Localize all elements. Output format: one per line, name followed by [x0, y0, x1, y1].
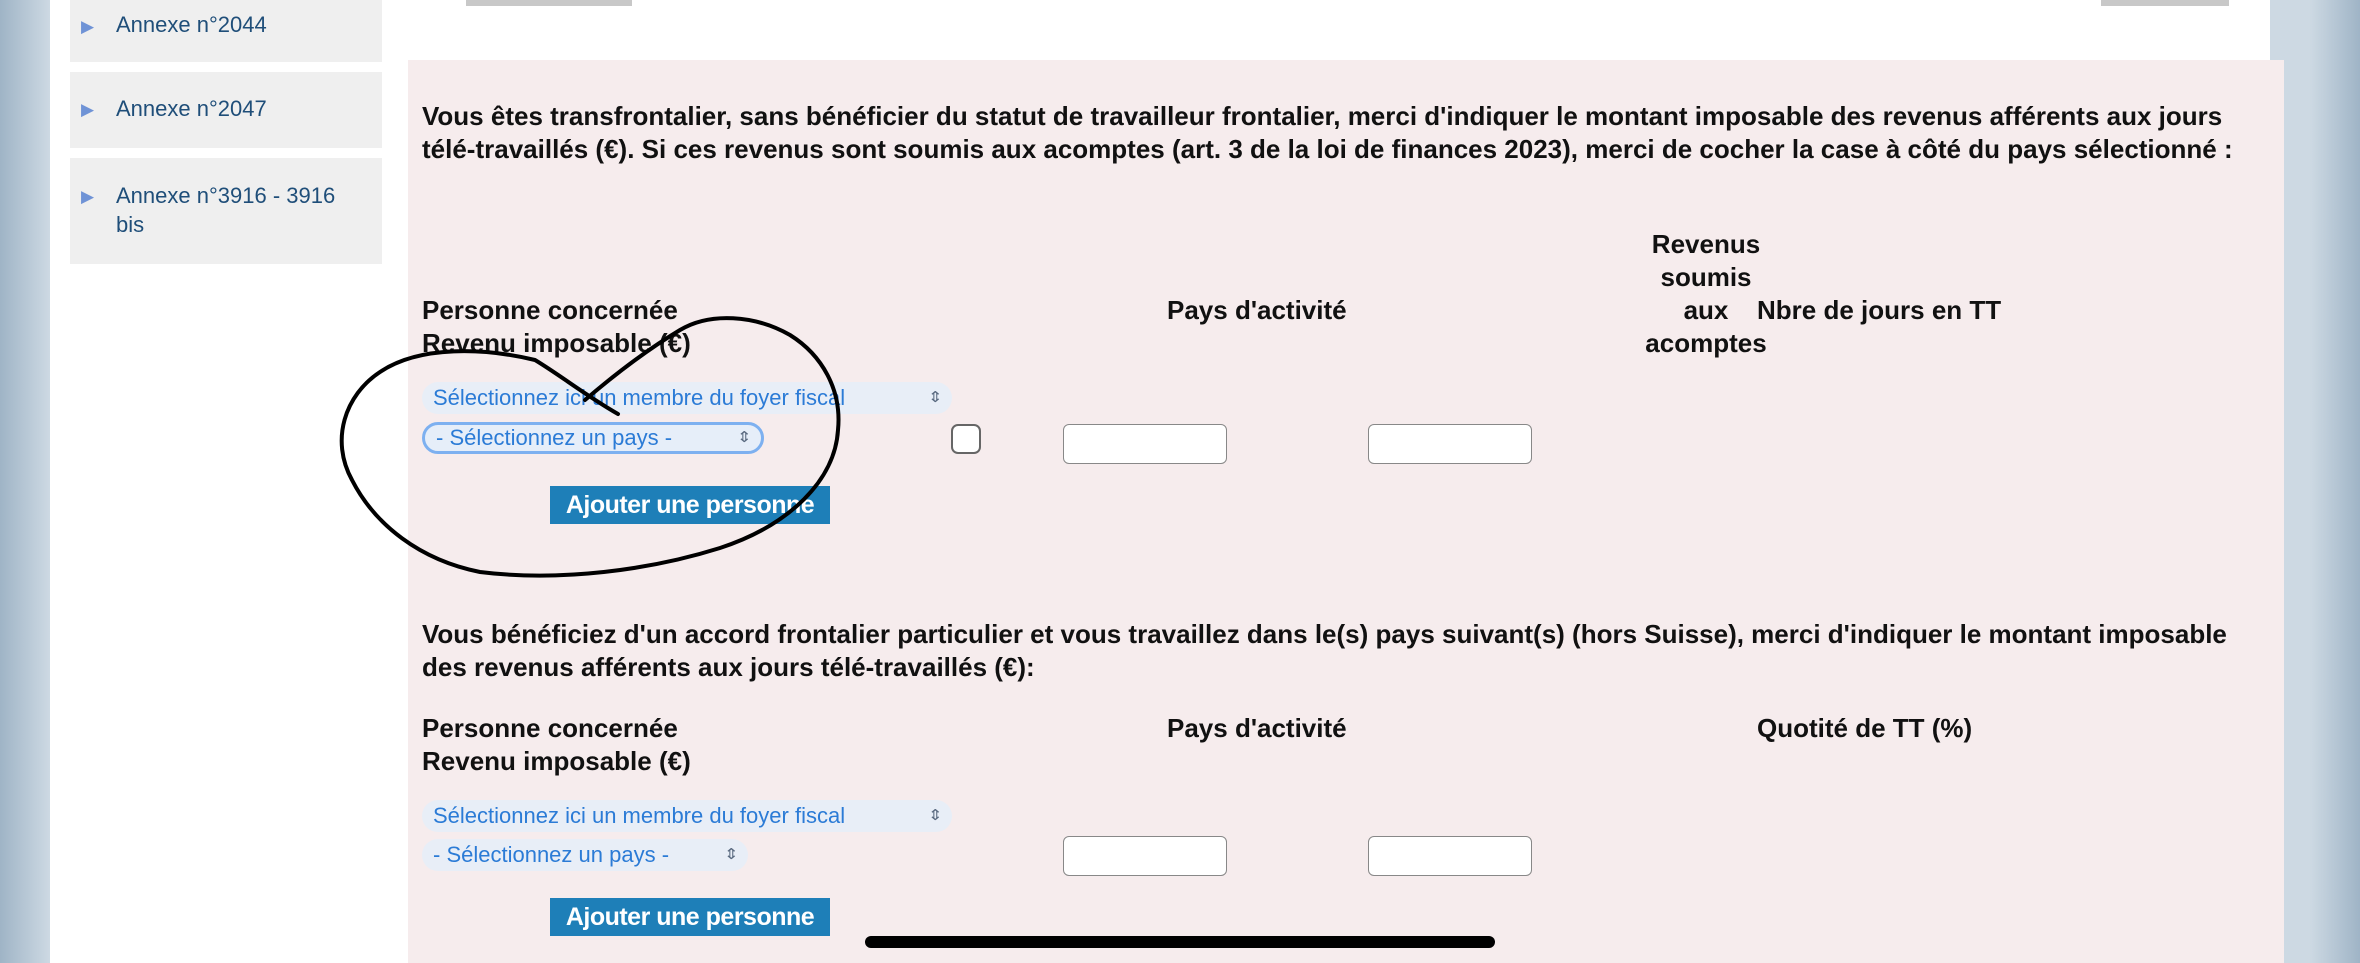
country-select-value: - Sélectionnez un pays - [433, 842, 670, 867]
top-tab-left [466, 0, 632, 6]
header-days: Nbre de jours en TT [1757, 295, 2002, 325]
sidebar-item-label: Annexe n°3916 - 3916 bis [116, 183, 336, 237]
quotite-input[interactable] [1368, 836, 1532, 876]
page [50, 0, 2270, 963]
days-input[interactable] [1368, 424, 1532, 464]
teleworking-panel [408, 60, 2284, 963]
section2-intro: Vous bénéficiez d'un accord frontalier particulier et vous travaillez dans le(s) pays suivant(s) (hors Suisse), merci d'indiquer le montant imposable des revenus afférents aux jours télé-travaillés (€): [422, 619, 2227, 682]
sidebar-item-annexe-2044[interactable] [70, 0, 382, 62]
sidebar-item-annexe-3916[interactable] [70, 158, 382, 264]
chevron-updown-icon: ⇕ [928, 807, 944, 824]
header-revenue: Revenu imposable (€) [422, 746, 691, 776]
chevron-updown-icon: ⇕ [737, 429, 753, 446]
header-country: Pays d'activité [1167, 713, 1347, 743]
add-person-button[interactable]: Ajouter une personne [550, 486, 830, 524]
top-tab-right [2101, 0, 2229, 6]
sidebar-item-annexe-2047[interactable] [70, 72, 382, 148]
sidebar-item-label: Annexe n°2047 [116, 96, 267, 121]
country-select[interactable] [422, 839, 748, 871]
header-person: Personne concernée [422, 295, 678, 325]
header-quotite: Quotité de TT (%) [1757, 713, 1973, 743]
chevron-updown-icon: ⇕ [724, 846, 740, 863]
header-revenue: Revenu imposable (€) [422, 328, 691, 358]
chevron-updown-icon: ⇕ [928, 389, 944, 406]
home-indicator [865, 936, 1495, 948]
country-select-value: - Sélectionnez un pays - [436, 425, 673, 450]
sidebar-item-label: Annexe n°2044 [116, 12, 267, 37]
section1-intro: Vous êtes transfrontalier, sans bénéficier du statut de travailleur frontalier, merci d'indiquer le montant imposable des revenus afférents aux jours télé-travaillés (€). Si ces revenus sont soumis aux acomptes (art. 3 de la loi de finances 2023), merci de cocher la case à côté du pays sélectionné : [422, 101, 2233, 164]
add-person-button[interactable]: Ajouter une personne [550, 898, 830, 936]
revenue-input[interactable] [1063, 424, 1227, 464]
triangle-right-icon: ▶ [81, 187, 95, 206]
member-select-value: Sélectionnez ici un membre du foyer fiscal [433, 803, 846, 828]
member-select[interactable] [422, 382, 952, 414]
header-person: Personne concernée [422, 713, 678, 743]
triangle-right-icon: ▶ [81, 100, 95, 119]
header-acomptes: Revenus soumis aux acomptes [1645, 229, 1767, 358]
member-select-value: Sélectionnez ici un membre du foyer fiscal [433, 385, 846, 410]
member-select[interactable] [422, 800, 952, 832]
country-select[interactable] [422, 422, 764, 454]
acomptes-checkbox[interactable] [951, 424, 981, 454]
triangle-right-icon: ▶ [81, 17, 95, 36]
header-country: Pays d'activité [1167, 295, 1347, 325]
revenue-input[interactable] [1063, 836, 1227, 876]
